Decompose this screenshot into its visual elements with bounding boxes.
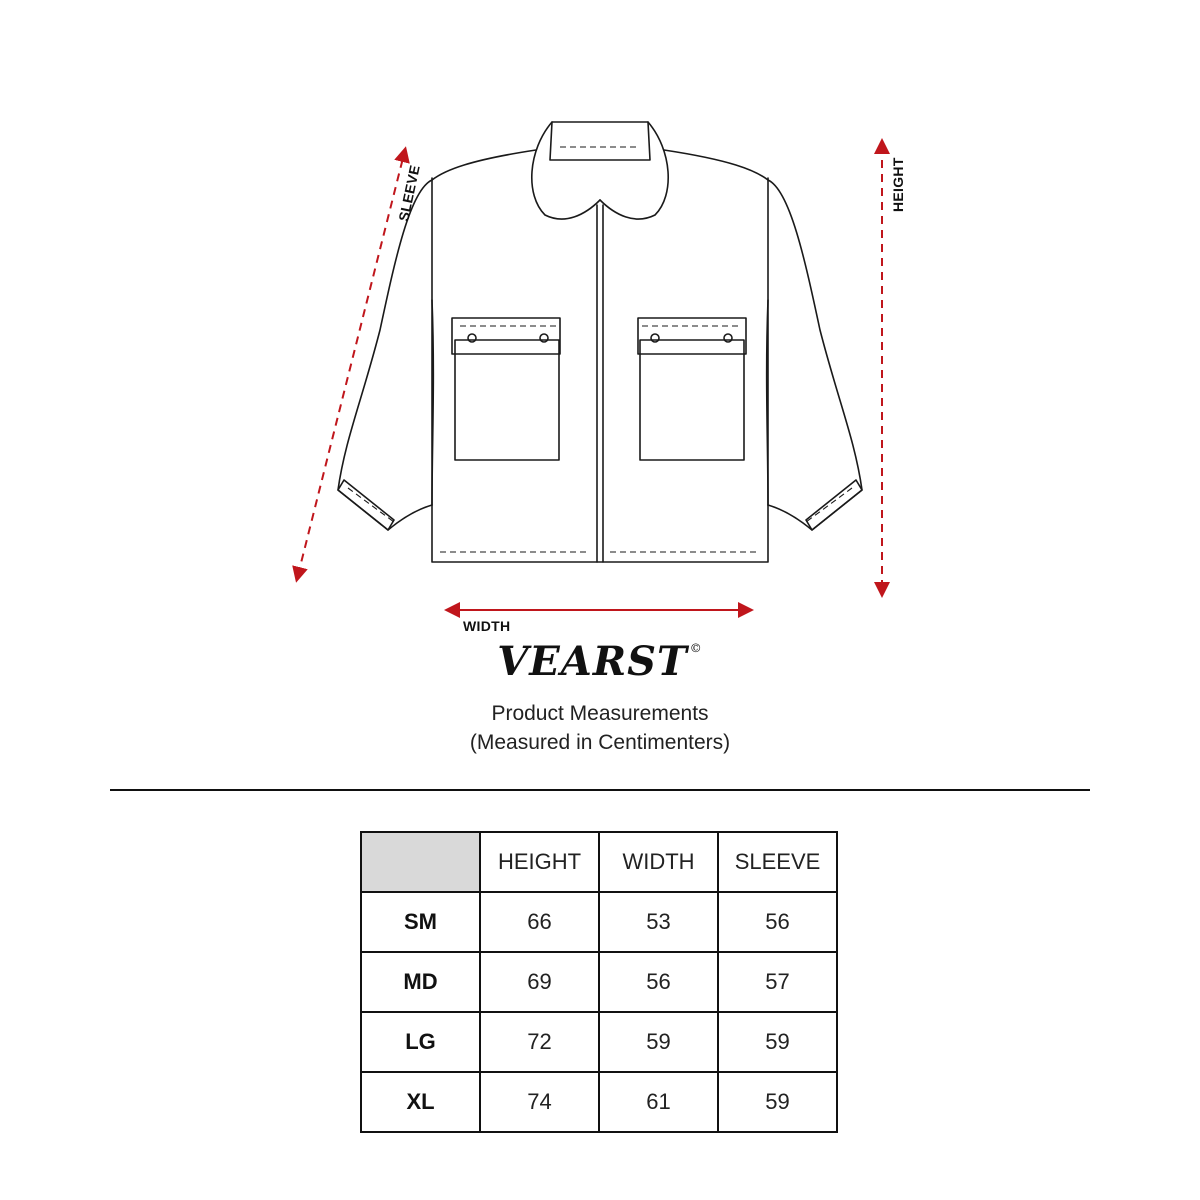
collar-right (600, 122, 668, 219)
placket (597, 205, 603, 562)
page-subtitle: (Measured in Centimenters) (469, 731, 731, 754)
sleeve-value: 56 (718, 892, 837, 952)
copyright-mark: © (689, 641, 703, 655)
column-header-width: WIDTH (599, 832, 718, 892)
size-label: LG (361, 1012, 480, 1072)
brand-name: VEARST (497, 638, 688, 685)
collar-left (532, 122, 600, 219)
sleeve-value: 59 (718, 1012, 837, 1072)
right-shoulder (664, 150, 768, 180)
left-cuff (338, 480, 394, 530)
sleeve-arrow (298, 154, 404, 575)
stitch-lines (348, 147, 852, 552)
width-value: 53 (599, 892, 718, 952)
width-value: 61 (599, 1072, 718, 1132)
table-header-row (361, 832, 837, 892)
column-header-sleeve: SLEEVE (718, 832, 837, 892)
size-label: MD (361, 952, 480, 1012)
left-pocket (455, 340, 559, 460)
divider (110, 789, 1090, 791)
right-sleeve (768, 180, 862, 530)
right-pocket (640, 340, 744, 460)
height-value: 72 (480, 1012, 599, 1072)
height-value: 74 (480, 1072, 599, 1132)
brand-logo (0, 638, 1200, 685)
sleeve-value: 57 (718, 952, 837, 1012)
table-row (361, 892, 837, 952)
measurement-arrows (298, 146, 882, 610)
table-corner-cell (361, 832, 480, 892)
sleeve-value: 59 (718, 1072, 837, 1132)
width-value: 56 (599, 952, 718, 1012)
size-label: XL (361, 1072, 480, 1132)
right-cuff (806, 480, 862, 530)
sleeve-label: SLEEVE (395, 163, 423, 223)
table-row (361, 1012, 837, 1072)
right-pocket-flap (638, 318, 746, 354)
page-title: Product Measurements (491, 702, 709, 725)
width-value: 59 (599, 1012, 718, 1072)
collar-stand (550, 122, 650, 160)
height-label: HEIGHT (890, 157, 906, 212)
jacket-body (432, 178, 768, 562)
size-label: SM (361, 892, 480, 952)
height-value: 66 (480, 892, 599, 952)
height-value: 69 (480, 952, 599, 1012)
left-shoulder (432, 150, 536, 180)
table-row (361, 1072, 837, 1132)
width-label: WIDTH (463, 618, 511, 634)
table-row (361, 952, 837, 1012)
column-header-height: HEIGHT (480, 832, 599, 892)
size-chart-table (360, 831, 838, 1133)
